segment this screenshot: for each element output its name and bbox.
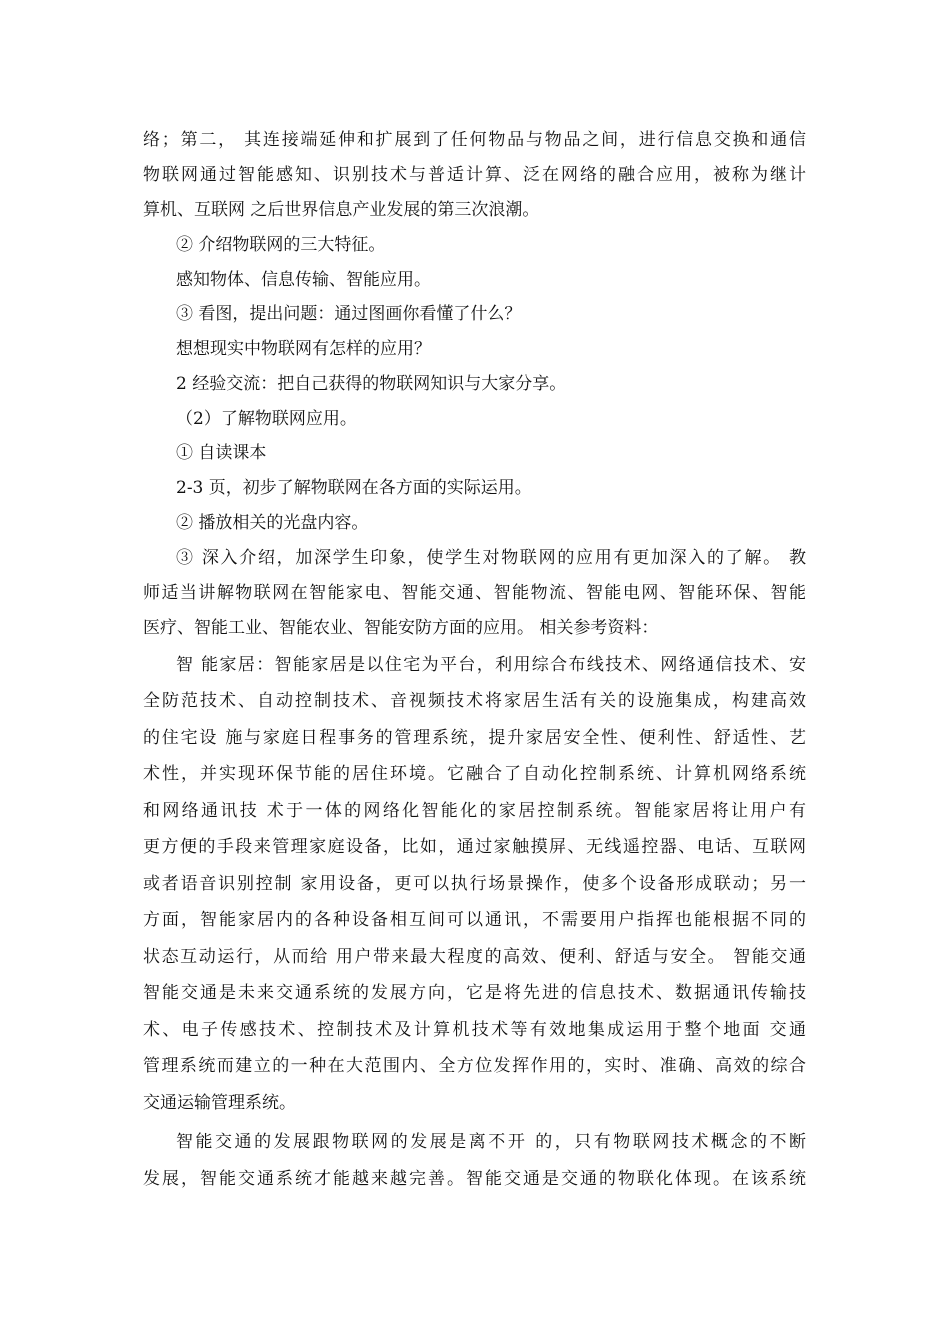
- text-line: [0, 723, 950, 753]
- text-line-content: 发展，智能交通系统才能越来越完善。智能交通是交通的物联化体现。在该系统: [143, 1169, 806, 1189]
- text-line-content: 术性，并实现环保节能的居住环境。它融合了自动化控制系统、计算机网络系统: [143, 764, 806, 784]
- text-line-content: 2 经验交流：把自己获得的物联网知识与大家分享。: [176, 374, 567, 394]
- text-line: [0, 942, 950, 972]
- text-line: [0, 438, 950, 468]
- text-line-content: 想想现实中物联网有怎样的应用？: [176, 339, 431, 359]
- text-line: [0, 650, 950, 680]
- text-line-content: 物联网通过智能感知、识别技术与普适计算、泛在网络的融合应用，被称为继计: [143, 165, 806, 185]
- text-line-content: 和网络通讯技 术于一体的网络化智能化的家居控制系统。智能家居将让用户有: [143, 801, 806, 821]
- text-line-content: 交通运输管理系统。: [143, 1093, 296, 1113]
- text-line-content: 或者语音识别控制 家用设备，更可以执行场景操作，使多个设备形成联动；另一: [143, 874, 806, 894]
- text-line-content: 全防范技术、自动控制技术、音视频技术将家居生活有关的设施集成，构建高效: [143, 691, 806, 711]
- text-line: [0, 473, 950, 503]
- text-line-content: 2-3 页，初步了解物联网在各方面的实际运用。: [176, 478, 532, 498]
- text-line-content: 师适当讲解物联网在智能家电、智能交通、智能物流、智能电网、智能环保、智能: [143, 583, 806, 603]
- text-line-content: （2）了解物联网应用。: [176, 409, 357, 429]
- text-line-content: ② 介绍物联网的三大特征。: [176, 235, 386, 255]
- text-line: [0, 230, 950, 260]
- text-line-content: 智能交通的发展跟物联网的发展是离不开 的，只有物联网技术概念的不断: [176, 1132, 806, 1152]
- text-line: [0, 613, 950, 643]
- text-line-content: 状态互动运行，从而给 用户带来最大程度的高效、便利、舒适与安全。 智能交通: [143, 947, 806, 967]
- text-line: [0, 125, 950, 155]
- text-line-content: 术、电子传感技术、控制技术及计算机技术等有效地集成运用于整个地面 交通: [143, 1020, 806, 1040]
- text-line-content: ② 播放相关的光盘内容。: [176, 513, 369, 533]
- text-line: [0, 334, 950, 364]
- text-line: [0, 265, 950, 295]
- text-line-content: 络；第二， 其连接端延伸和扩展到了任何物品与物品之间，进行信息交换和通信: [143, 130, 806, 150]
- text-line: [0, 578, 950, 608]
- text-line: [0, 1164, 950, 1194]
- text-line: [0, 543, 950, 573]
- text-line-content: 算机、互联网 之后世界信息产业发展的第三次浪潮。: [143, 200, 540, 220]
- text-line: [0, 299, 950, 329]
- text-line-content: ① 自读课本: [176, 443, 267, 463]
- text-line: [0, 404, 950, 434]
- text-line: [0, 686, 950, 716]
- text-line-content: 医疗、智能工业、智能农业、智能安防方面的应用。 相关参考资料：: [143, 618, 659, 638]
- text-line: [0, 1051, 950, 1081]
- text-line-content: 管理系统而建立的一种在大范围内、全方位发挥作用的，实时、准确、高效的综合: [143, 1056, 806, 1076]
- text-line-content: 方面，智能家居内的各种设备相互间可以通讯，不需要用户指挥也能根据不同的: [143, 910, 806, 930]
- text-line: [0, 869, 950, 899]
- text-line-content: 智能交通是未来交通系统的发展方向，它是将先进的信息技术、数据通讯传输技: [143, 983, 806, 1003]
- text-line-content: 更方便的手段来管理家庭设备，比如，通过家触摸屏、无线遥控器、电话、互联网: [143, 837, 806, 857]
- text-line: [0, 195, 950, 225]
- text-line: [0, 978, 950, 1008]
- text-line: [0, 796, 950, 826]
- text-line: [0, 832, 950, 862]
- text-line-content: 的住宅设 施与家庭日程事务的管理系统，提升家居安全性、便利性、舒适性、艺: [143, 728, 806, 748]
- text-line: [0, 160, 950, 190]
- text-line-content: 智 能家居：智能家居是以住宅为平台，利用综合布线技术、网络通信技术、安: [176, 655, 806, 675]
- text-line: [0, 369, 950, 399]
- text-line-content: 感知物体、信息传输、智能应用。: [176, 270, 431, 290]
- text-line: [0, 1088, 950, 1118]
- text-line: [0, 508, 950, 538]
- text-line-content: ③ 深入介绍，加深学生印象，使学生对物联网的应用有更加深入的了解。 教: [176, 548, 806, 568]
- text-line: [0, 1015, 950, 1045]
- text-line: [0, 759, 950, 789]
- text-line-content: ③ 看图，提出问题：通过图画你看懂了什么？: [176, 304, 522, 324]
- text-line: [0, 905, 950, 935]
- text-line: [0, 1127, 950, 1157]
